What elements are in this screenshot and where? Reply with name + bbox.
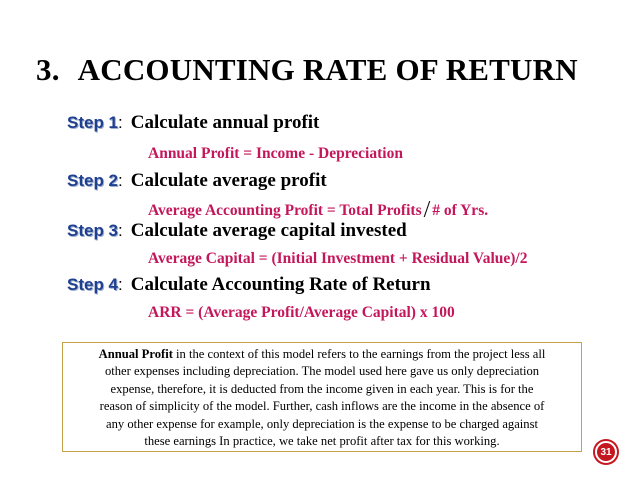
step-2-formula-left: Average Accounting Profit = Total Profits xyxy=(148,202,422,219)
title-number: 3. xyxy=(36,52,60,87)
note-line-3: expense, therefore, it is deducted from the income given in each year. This is for the xyxy=(110,381,534,396)
step-4-colon: : xyxy=(118,275,123,294)
step-3-formula: Average Capital = (Initial Investment + Residual Value)/2 xyxy=(148,250,528,267)
note-line-4: reason of simplicity of the model. Further, cash inflows are the income in the absence of xyxy=(99,399,545,414)
step-3-colon: : xyxy=(118,221,123,240)
step-2-description: Calculate average profit xyxy=(130,170,327,191)
page-title xyxy=(36,52,578,88)
note-line-6: these earnings In practice, we take net profit after tax for this working. xyxy=(144,434,500,449)
annual-profit-note xyxy=(62,342,582,452)
step-2-formula-slash: / xyxy=(423,197,431,223)
note-bold-lead: Annual Profit xyxy=(98,347,173,361)
step-2 xyxy=(67,170,327,192)
step-1-colon: : xyxy=(118,113,123,132)
step-4 xyxy=(67,274,431,296)
step-3 xyxy=(67,220,407,242)
step-2-formula-right: # of Yrs. xyxy=(432,202,489,219)
step-1-description: Calculate annual profit xyxy=(130,112,320,133)
step-1 xyxy=(67,112,319,134)
step-4-description: Calculate Accounting Rate of Return xyxy=(130,274,431,295)
step-2-colon: : xyxy=(118,171,123,190)
title-text: ACCOUNTING RATE OF RETURN xyxy=(77,52,578,87)
step-1-label: Step 1 xyxy=(67,113,119,132)
step-3-description: Calculate average capital invested xyxy=(130,220,407,241)
note-line-5: any other expense for example, only depreciation is the expense to be charged against xyxy=(106,416,538,431)
step-1-formula: Annual Profit = Income - Depreciation xyxy=(148,145,403,162)
step-3-label: Step 3 xyxy=(67,221,119,240)
step-4-label: Step 4 xyxy=(67,275,119,294)
note-line-1 xyxy=(63,346,581,363)
page-number-badge: 31 xyxy=(595,441,617,463)
note-line-1-rest: in the context of this model refers to the earnings from the project less all xyxy=(172,347,546,361)
note-line-2: other expenses including depreciation. The model used here gave us only depreciation xyxy=(104,364,540,379)
step-4-formula: ARR = (Average Profit/Average Capital) x 100 xyxy=(148,304,455,321)
step-2-label: Step 2 xyxy=(67,171,119,190)
